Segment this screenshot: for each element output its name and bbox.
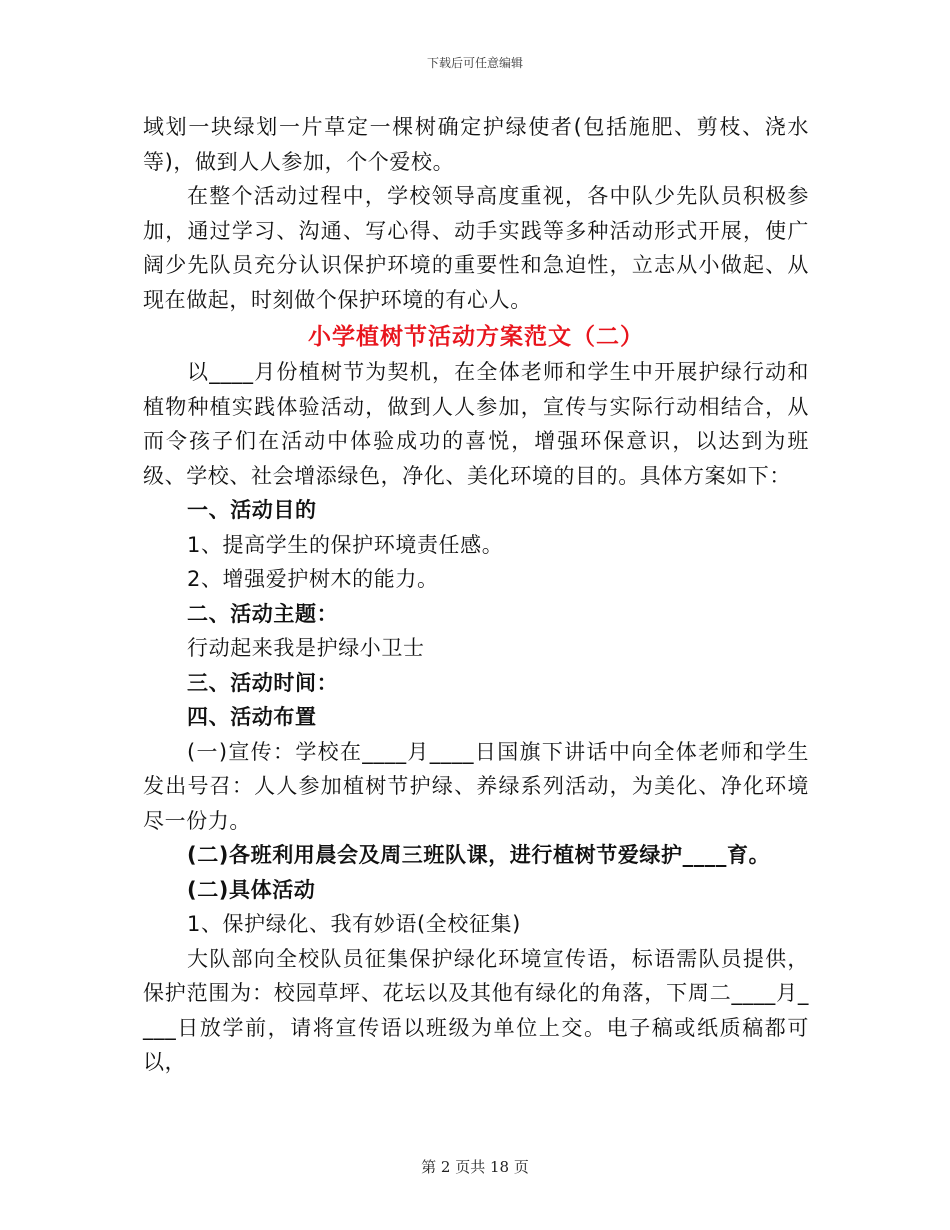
- heading-activity-time: 三、活动时间：: [187, 670, 339, 695]
- paragraph-continued: 域划一块绿划一片草定一棵树确定护绿使者(包括施肥、剪枝、浇水等)，做到人人参加，个个爱校。: [143, 115, 809, 174]
- page-header: 下载后可任意编辑: [426, 56, 523, 70]
- list-item-slogan: 1、保护绿化、我有妙语(全校征集): [187, 912, 521, 936]
- heading-activity-theme: 二、活动主题：: [187, 601, 339, 626]
- paragraph-class-meeting: (二)各班利用晨会及周三班队课，进行植树节爱绿护____育。: [187, 843, 771, 867]
- paragraph-slogan-collection: 大队部向全校队员征集保护绿化环境宣传语，标语需队员提供，保护范围为：校园草坪、花坛以及其他有绿化的角落，下周二____月____日放学前，请将宣传语以班级为单位上交。电子稿或纸质稿都可以，: [143, 946, 809, 1074]
- heading-activity-arrangement: 四、活动布置: [187, 705, 317, 729]
- paragraph-publicity: (一)宣传：学校在____月____日国旗下讲话中向全体老师和学生发出号召：人人参加植树节护绿、养绿系列活动，为美化、净化环境尽一份力。: [143, 739, 809, 833]
- list-item-goal-1: 1、提高学生的保护环境责任感。: [187, 532, 504, 557]
- paragraph-activity-process: 在整个活动过程中，学校领导高度重视，各中队少先队员积极参加，通过学习、沟通、写心得、动手实践等多种活动形式开展，使广阔少先队员充分认识保护环境的重要性和急迫性，立志从小做起、从现在做起，时刻做个保护环境的有心人。: [143, 184, 809, 312]
- list-item-goal-2: 2、增强爱护树木的能力。: [187, 567, 439, 591]
- section-title: 小学植树节活动方案范文（二）: [308, 324, 644, 350]
- heading-activity-goal: 一、活动目的: [187, 498, 317, 522]
- document-body: [143, 110, 809, 1080]
- page-footer: 第 2 页共 18 页: [421, 1158, 529, 1176]
- heading-specific-activities: (二)具体活动: [187, 877, 316, 902]
- paragraph-intro: 以____月份植树节为契机，在全体老师和学生中开展护绿行动和植物种植实践体验活动，做到人人参加，宣传与实际行动相结合，从而令孩子们在活动中体验成功的喜悦，增强环保意识，以达到为班级、学校、社会增添绿色，净化、美化环境的目的。具体方案如下：: [143, 360, 809, 488]
- activity-theme-text: 行动起来我是护绿小卫士: [187, 636, 425, 660]
